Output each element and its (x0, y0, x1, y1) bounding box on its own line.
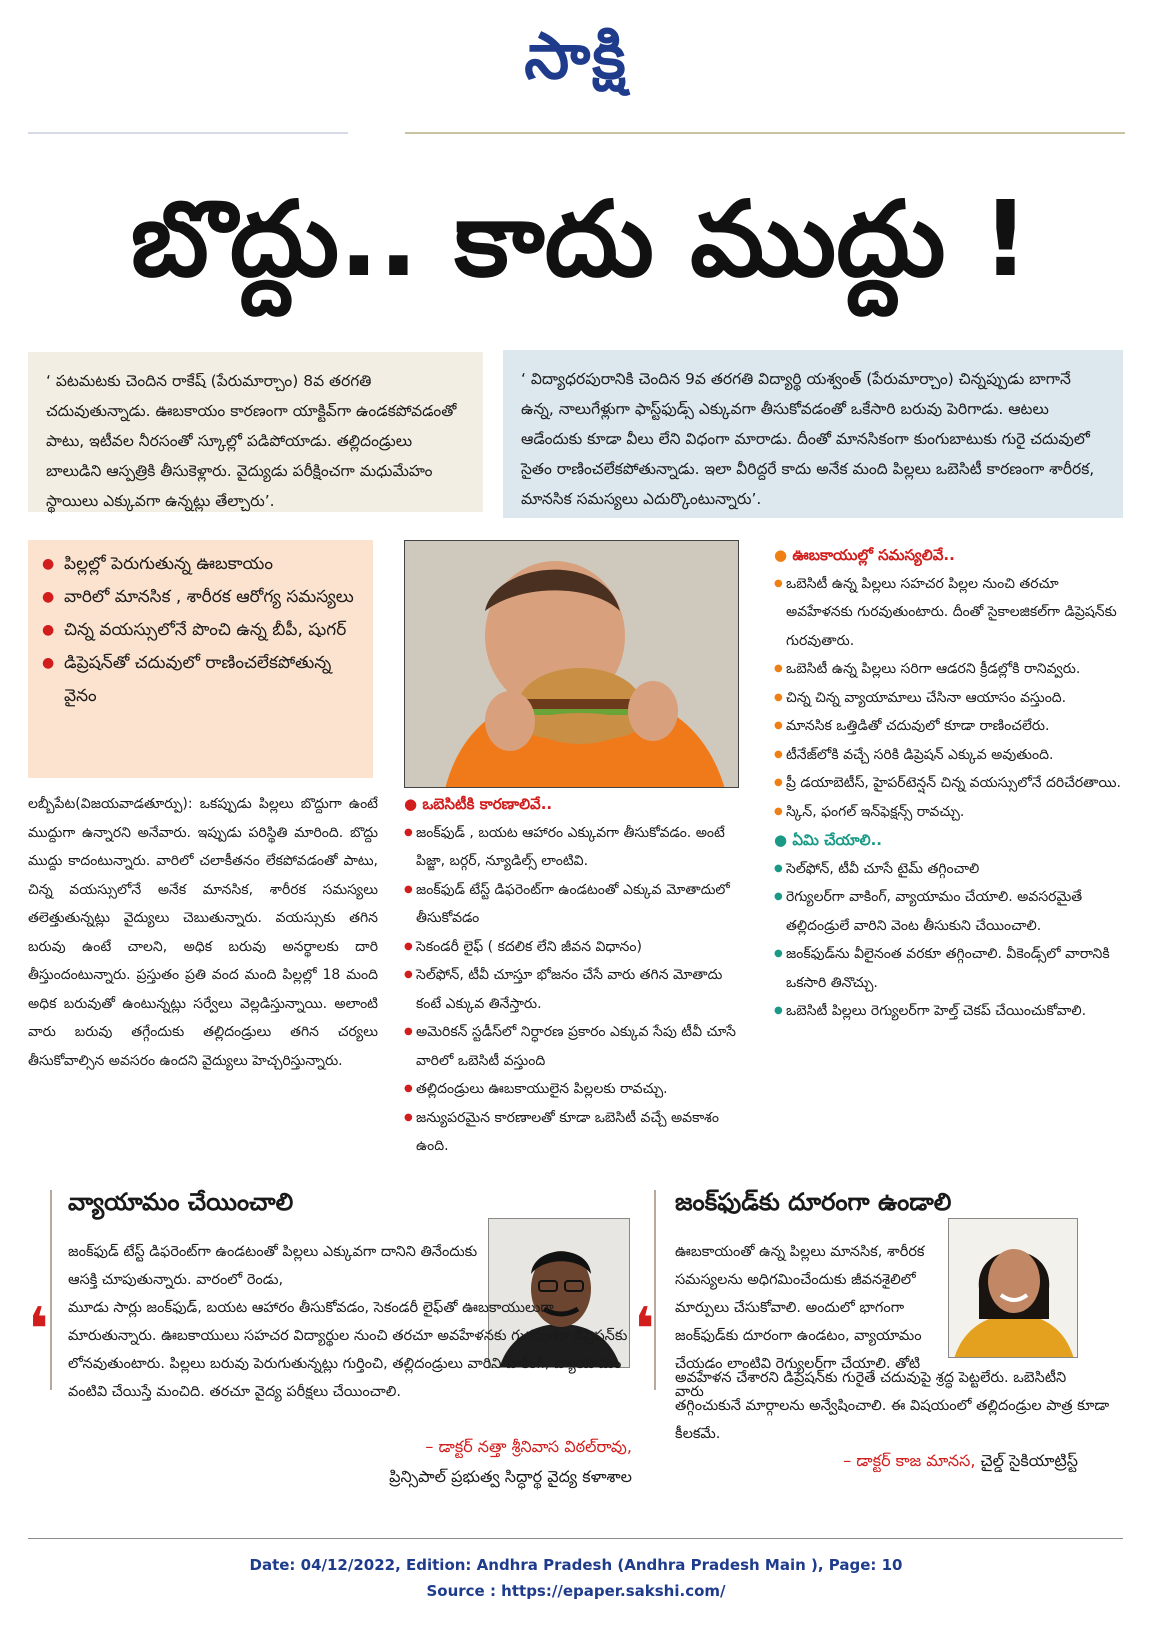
headline: బొద్దు.. కాదు ముద్దు ! (130, 178, 1030, 300)
cause-item: ● జంక్‌ఫుడ్ , బయట ఆహారం ఎక్కువగా తీసుకోవడం. అంటే పిజ్జా, బర్గర్, న్యూడిల్స్ లాంటివి. (404, 819, 746, 876)
cause-item: ● జన్యుపరమైన కారణాలతో కూడా ఒబెసిటీ వచ్చే అవకాశం ఉంది. (404, 1104, 746, 1161)
todo-heading: ● ఏమి చేయాలి.. (774, 826, 1124, 855)
quote2-heading: జంక్‌ఫుడ్‌కు దూరంగా ఉండాలి (675, 1188, 952, 1216)
quote1-author-name: – డాక్టర్ నత్తా శ్రీనివాస విఠల్‌రావు, (425, 1437, 632, 1456)
problem-item: ● ప్రీ డయాబెటీస్, హైపర్‌టెన్షన్ చిన్న వయస్సులోనే దరిచేరతాయి. (774, 769, 1124, 798)
problem-item: ● ఒబెసిటీ ఉన్న పిల్లలు సహచర పిల్లల నుంచి తరచూ అవహేళనకు గురవుతుంటారు. దీంతో సైకాలజికల్‌గా డిప్రెషన్‌కు గురవుతారు. (774, 570, 1124, 656)
problem-item: ● మానసిక ఒత్తిడితో చదువులో కూడా రాణించలేరు. (774, 712, 1124, 741)
quote2-text-a: ఊబకాయంతో ఉన్న పిల్లలు మానసిక, శారీరక సమస్యలను అధిగమించేందుకు జీవనశైలిలో మార్పులు చేసుకోవాలి. అందులో భాగంగా జంక్‌ఫుడ్‌కు దూరంగా ఉండటం, వ్యాయామం చేయడం లాంటివి రెగ్యులర్‌గా చేయాలి. తోటి వారు (675, 1244, 925, 1400)
problems-heading: ● ఊబకాయుల్లో సమస్యలివే.. (774, 541, 1124, 570)
photo-child-eating-burger (404, 540, 739, 788)
quote-mark-icon: ❛ (634, 1295, 655, 1365)
footer-source: Source : https://epaper.sakshi.com/ (426, 1582, 726, 1600)
problem-item: ● ఒబెసిటీ ఉన్న పిల్లలు సరిగా ఆడరని క్రీడల్లోకి రానివ్వరు. (774, 655, 1124, 684)
footer-date-edition: Date: 04/12/2022, Edition: Andhra Pradesh (Andhra Pradesh Main ), Page: 10 (249, 1556, 903, 1574)
quote1-heading: వ్యాయామం చేయించాలి (68, 1188, 294, 1216)
causes-column (404, 790, 746, 1161)
todo-item: ● ఒబెసిటీ పిల్లలు రెగ్యులర్‌గా హెల్త్ చెకప్ చేయించుకోవాలి. (774, 997, 1124, 1026)
body-column-left (28, 790, 378, 1075)
quote-bar (50, 1190, 52, 1390)
quote1-text-a: జంక్‌ఫుడ్ టేస్ట్ డిఫరెంట్‌గా ఉండటంతో పిల్లలు ఎక్కువగా దానిని తినేందుకు ఆసక్తి చూపుతున్నారు. వారంలో రెండు, (68, 1244, 478, 1288)
quote2-author-title: చైల్డ్ సైకియాట్రిస్ట్ (980, 1451, 1078, 1470)
quote1-text-b: మూడు సార్లు జంక్‌ఫుడ్, బయట ఆహారం తీసుకోవడం, సెకండరీ లైఫ్‌తో ఊబకాయులుగా మారుతున్నారు. ఊబకాయులు సహచర విద్యార్థుల నుంచి తరచూ అవహేళనకు గురవుతూ డిప్రెషన్‌కు లోనవుతుంటారు. పిల్లలు బరువు పెరుగుతున్నట్లు గుర్తించి, తల్లిదండ్రులు వారిని వాకింగ్, వ్యాయామం వంటివి చేయిస్తే మంచిది. తరచూ వైద్య పరీక్షలు చేయించాలి. (68, 1300, 628, 1400)
quote1-author (200, 1432, 632, 1492)
portrait-doctor-female (948, 1218, 1078, 1358)
masthead-logo: సాక్షి (524, 20, 628, 94)
quote2-author (700, 1446, 1078, 1476)
problem-item: ● టీనేజ్‌లోకి వచ్చే సరికి డిప్రెషన్ ఎక్కువ అవుతుంది. (774, 741, 1124, 770)
highlights-box (28, 540, 373, 778)
cause-item: ● అమెరికన్ స్టడీస్‌లో నిర్ధారణ ప్రకారం ఎక్కువ సేపు టీవీ చూసే వారిలో ఒబెసిటీ వస్తుంది (404, 1018, 746, 1075)
body-text: లబ్బీపేట(విజయవాడతూర్పు): ఒకప్పుడు పిల్లలు బొద్దుగా ఉంటే ముద్దుగా ఉన్నారని అనేవారు. ఇప్పుడు పరిస్థితి మారింది. బొద్దు ముద్దు కాదంటున్నారు. వారిలో చలాకీతనం లేకపోవడంతో పాటు, చిన్న వయస్సులోనే అనేక మానసిక, శారీరక సమస్యలు తలెత్తుతున్నట్లు వైద్యులు చెబుతున్నారు. వయస్సుకు తగిన బరువు ఉంటే చాలని, అధిక బరువు అనర్థాలకు దారి తీస్తుందంటున్నారు. ప్రస్తుతం ప్రతి వంద మంది పిల్లల్లో 18 మంది అధిక బరువుతో ఉంటున్నట్లు సర్వేలు వెల్లడిస్తున్నాయి. అలాంటి వారు బరువు తగ్గేందుకు తల్లిదండ్రులు తగిన చర్యలు తీసుకోవాల్సిన అవసరం ఉందని వైద్యులు హెచ్చరిస్తున్నారు. (28, 796, 378, 1069)
quote2-text-b: అవహేళన చేశారని డిప్రెషన్‌కు గురైతే చదువుపై శ్రద్ధ పెట్టలేరు. ఒబెసిటీని తగ్గించుకునే మార్గాలను అన్వేషించాలి. ఈ విషయంలో తల్లిదండ్రుల పాత్ర కూడా కీలకమే. (675, 1370, 1110, 1442)
intro-box-right: ‘ విద్యాధరపురానికి చెందిన 9వ తరగతి విద్యార్థి యశ్వంత్ (పేరుమార్చాం) చిన్నప్పుడు బాగానే ఉన్న, నాలుగేళ్లుగా ఫాస్ట్‌ఫుడ్స్ ఎక్కువగా తీసుకోవడంతో ఒకేసారి బరువు పెరిగాడు. ఆటలు ఆడేందుకు కూడా వీలు లేని విధంగా మారాడు. దీంతో మానసికంగా కుంగుబాటుకు గురై చదువులో సైతం రాణించలేకపోతున్నాడు. ఇలా వీరిద్దరే కాదు అనేక మంది పిల్లలు ఒబెసిటీ కారణంగా శారీరక, మానసిక సమస్యలు ఎదుర్కొంటున్నారు’. (503, 350, 1123, 518)
intro-box-left: ‘ పటమటకు చెందిన రాకేష్ (పేరుమార్చాం) 8వ తరగతి చదువుతున్నాడు. ఊబకాయం కారణంగా యాక్టివ్‌గా ఉండకపోవడంతో పాటు, ఇటీవల నీరసంతో స్కూల్లో పడిపోయాడు. తల్లిదండ్రులు బాలుడిని ఆస్పత్రికి తీసుకెళ్లారు. వైద్యుడు పరీక్షించగా మధుమేహం స్థాయిలు ఎక్కువగా ఉన్నట్లు తేల్చారు’. (28, 352, 483, 512)
divider (28, 132, 348, 134)
problem-item: ● చిన్న చిన్న వ్యాయామాలు చేసినా ఆయాసం వస్తుంది. (774, 684, 1124, 713)
causes-heading: ● ఒబెసిటీకి కారణాలివే.. (404, 790, 746, 819)
quote-mark-icon: ❛ (28, 1295, 49, 1365)
highlight-item: ● చిన్న వయస్సులోనే పొంచి ఉన్న బీపీ, షుగర్ (42, 614, 359, 647)
quote1-author-title: ప్రిన్సిపాల్ ప్రభుత్వ సిద్ధార్థ వైద్య కళాశాల (389, 1467, 632, 1486)
highlight-item: ● వారిలో మానసిక , శారీరక ఆరోగ్య సమస్యలు (42, 581, 359, 614)
cause-item: ● సెకండరీ లైఫ్ ( కదలిక లేని జీవన విధానం) (404, 933, 746, 962)
cause-item: ● జంక్‌ఫుడ్ టేస్ట్ డిఫరెంట్‌గా ఉండటంతో ఎక్కువ మోతాదులో తీసుకోవడం (404, 876, 746, 933)
highlight-item: ● పిల్లల్లో పెరుగుతున్న ఊబకాయం (42, 548, 359, 581)
problem-item: ● స్కిన్, ఫంగల్ ఇన్‌ఫెక్షన్స్ రావచ్చు. (774, 798, 1124, 827)
footer (0, 1552, 1152, 1604)
todo-item: ● జంక్‌ఫుడ్‌ను వీలైనంత వరకూ తగ్గించాలి. వీకెండ్స్‌లో వారానికి ఒకసారి తినొచ్చు. (774, 940, 1124, 997)
cause-item: ● సెల్‌ఫోన్, టీవీ చూస్తూ భోజనం చేసే వారు తగిన మోతాదు కంటే ఎక్కువ తినేస్తారు. (404, 961, 746, 1018)
problems-column (774, 541, 1124, 1026)
divider (405, 132, 1125, 134)
todo-item: ● రెగ్యులర్‌గా వాకింగ్, వ్యాయామం చేయాలి. అవసరమైతే తల్లిదండ్రులే వారిని వెంట తీసుకుని చేయించాలి. (774, 883, 1124, 940)
cause-item: ● తల్లిదండ్రులు ఊబకాయులైన పిల్లలకు రావచ్చు. (404, 1075, 746, 1104)
divider (28, 1538, 1123, 1539)
highlight-item: ● డిప్రెషన్‌తో చదువులో రాణించలేకపోతున్న వైనం (42, 647, 359, 713)
todo-item: ● సెల్‌ఫోన్, టీవీ చూసే టైమ్ తగ్గించాలి (774, 855, 1124, 884)
quote2-author-name: – డాక్టర్ కాజ మానస, (843, 1451, 976, 1470)
